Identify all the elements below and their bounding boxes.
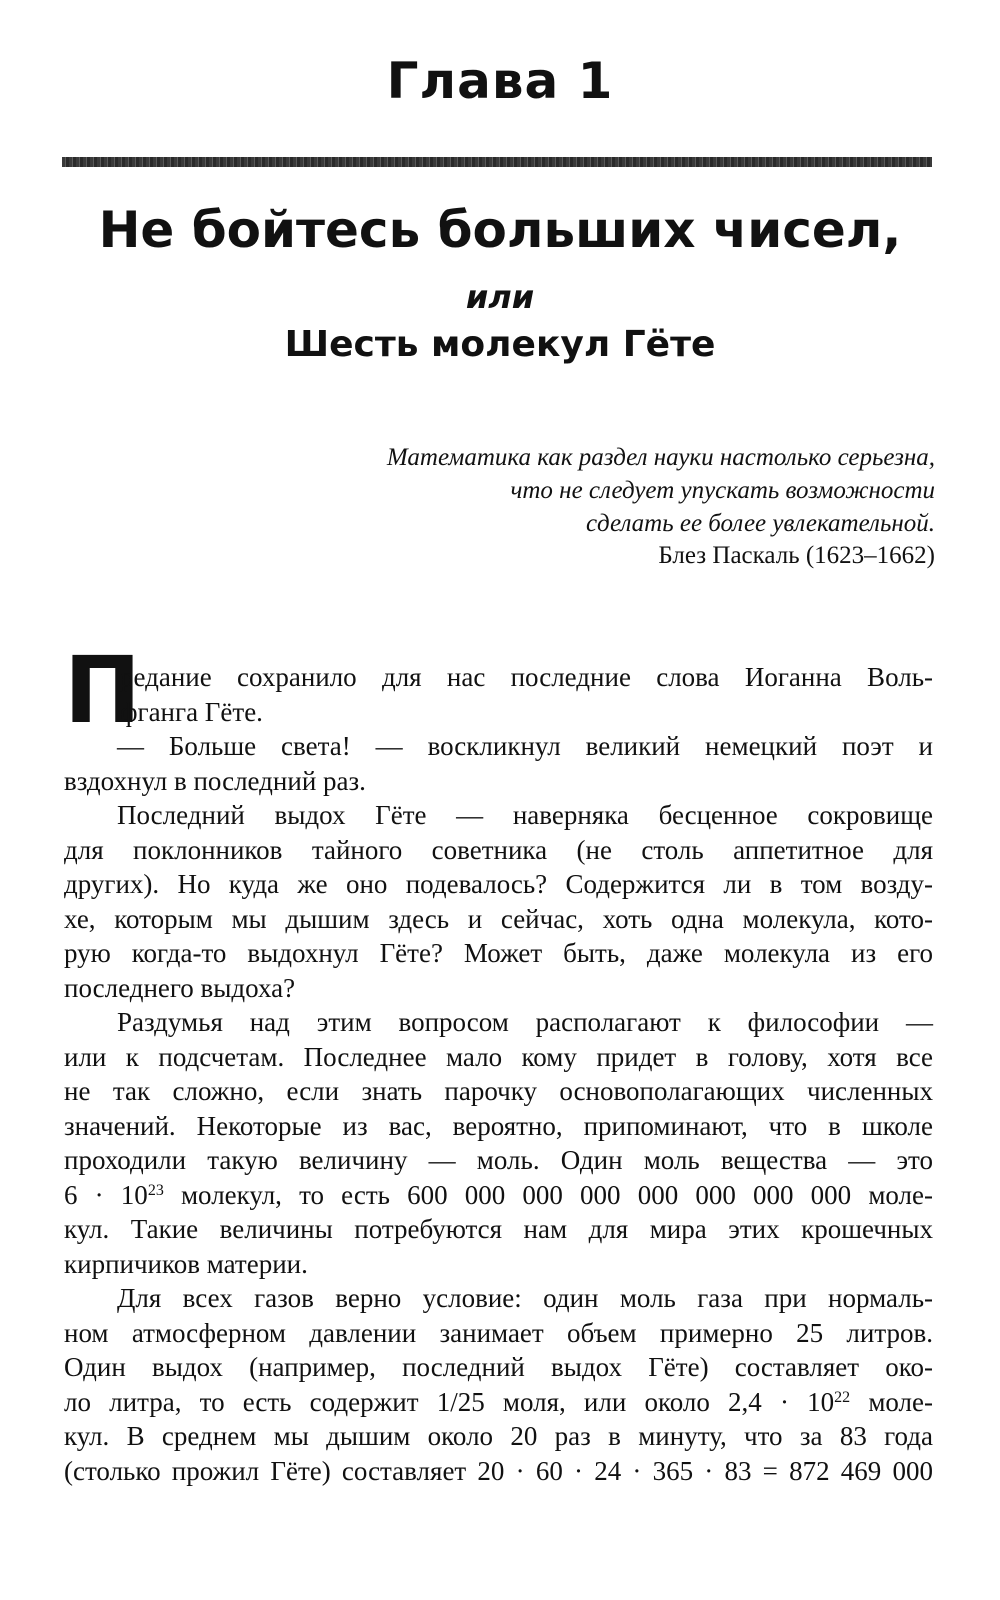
text-line: Раздумья над этим вопросом располагают к философии — bbox=[117, 1007, 933, 1037]
text-line: редание сохранило для нас последние слова Иоганна Воль- bbox=[120, 662, 933, 692]
epigraph bbox=[387, 441, 935, 540]
text-line: или к подсчетам. Последнее мало кому придет в голову, хотя все bbox=[64, 1041, 933, 1072]
text-line: кирпичиков материи. bbox=[64, 1248, 308, 1279]
chapter-divider bbox=[62, 157, 932, 167]
text-line: (столько прожил Гёте) составляет 20 · 60 · 24 · 365 · 83 = 872 469 000 bbox=[64, 1455, 933, 1486]
text-line: для поклонников тайного советника (не столь аппетитное для bbox=[64, 834, 933, 865]
epigraph-line: Математика как раздел науки настолько серьезна, bbox=[386, 444, 935, 471]
text-fragment: моле- bbox=[850, 1386, 934, 1417]
text-line: ном атмосферном давлении занимает объем примерно 25 литров. bbox=[64, 1317, 933, 1348]
chapter-heading: Глава 1 bbox=[386, 52, 614, 110]
text-line: значений. Некоторые из вас, вероятно, припоминают, что в школе bbox=[64, 1110, 933, 1141]
text-line: рую когда-то выдохнул Гёте? Может быть, даже молекула из его bbox=[64, 938, 933, 968]
text-line: Один выдох (например, последний выдох Гёте) составляет око- bbox=[64, 1352, 933, 1382]
text-line: кул. В среднем мы дышим около 20 раз в минуту, что за 83 года bbox=[64, 1421, 933, 1451]
text-fragment: 6 · 10 bbox=[64, 1179, 148, 1210]
text-line: не так сложно, если знать парочку основополагающих численных bbox=[64, 1076, 933, 1106]
body-text bbox=[64, 660, 933, 1488]
text-line: Последний выдох Гёте — наверняка бесценное сокровище bbox=[117, 800, 933, 830]
text-line: Для всех газов верно условие: один моль газа при нормаль- bbox=[117, 1283, 933, 1313]
title-connector: или bbox=[465, 278, 535, 316]
text-line: последнего выдоха? bbox=[64, 972, 296, 1003]
drop-cap: П bbox=[64, 637, 141, 744]
text-line: кул. Такие величины потребуются нам для мира этих крошечных bbox=[64, 1214, 933, 1244]
epigraph-line: что не следует упускать возможности bbox=[510, 477, 935, 504]
exponent: 23 bbox=[147, 1181, 164, 1199]
text-fragment: молекул, то есть 600 000 000 000 000 000 000 000 моле- bbox=[163, 1179, 933, 1210]
text-line: проходили такую величину — моль. Один моль вещества — это bbox=[64, 1145, 933, 1175]
text-line: фганга Гёте. bbox=[120, 696, 263, 727]
text-line: хе, которым мы дышим здесь и сейчас, хоть одна молекула, кото- bbox=[64, 903, 933, 934]
epigraph-author: Блез Паскаль (1623–1662) bbox=[658, 542, 935, 569]
text-line: других). Но куда же оно подевалось? Содержится ли в том возду- bbox=[64, 869, 933, 899]
text-line bbox=[64, 1385, 933, 1420]
exponent: 22 bbox=[834, 1388, 851, 1406]
text-line: вздохнул в последний раз. bbox=[64, 765, 366, 796]
epigraph-line: сделать ее более увлекательной. bbox=[585, 510, 935, 537]
chapter-subtitle: Шесть молекул Гёте bbox=[284, 324, 716, 365]
text-line: — Больше света! — воскликнул великий немецкий поэт и bbox=[117, 731, 933, 761]
chapter-title: Не бойтесь больших чисел, bbox=[98, 201, 902, 259]
text-fragment: ло литра, то есть содержит 1/25 моля, или около 2,4 · 10 bbox=[64, 1386, 835, 1417]
text-line bbox=[64, 1178, 933, 1213]
